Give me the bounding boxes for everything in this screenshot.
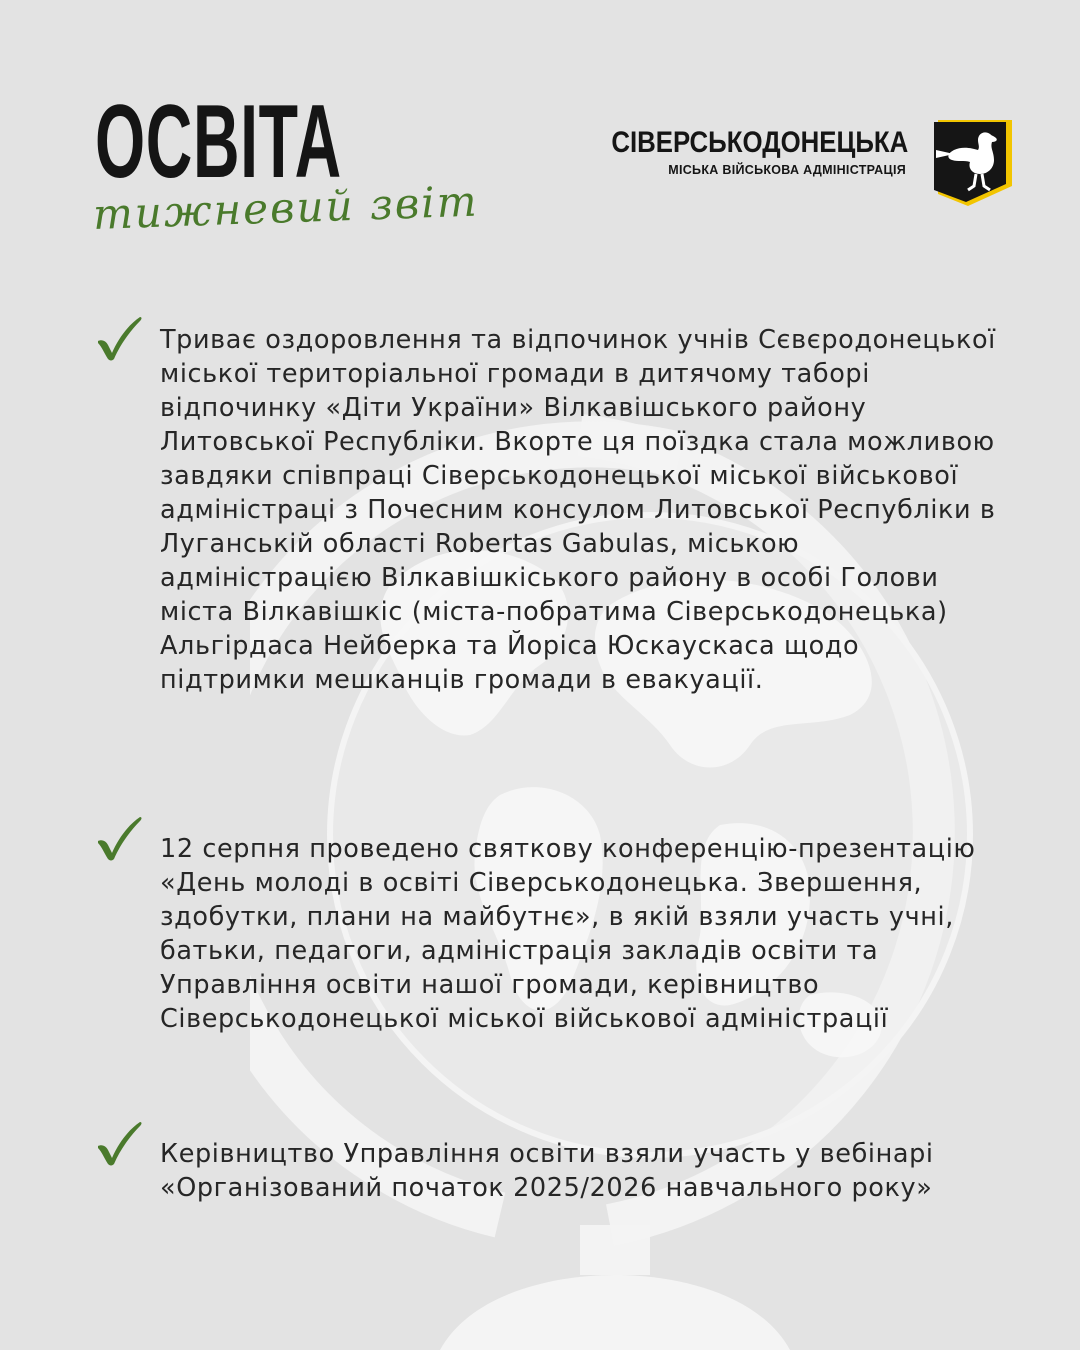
report-item-2: 12 серпня проведено святкову конференцію-презентацію «День молоді в освіті Сіверськодонецька. Звершення, здобутки, плани на майбутнє», в якій взяли участь учні, батьки, педагоги, адміністрація закладів освіти та Управління освіти нашої громади, керівництво Сіверськодонецької міської військової адміністрації (160, 834, 976, 1034)
checkmark-icon (94, 315, 144, 361)
page-subtitle: тижневий звіт (92, 176, 480, 239)
report-item-1: Триває оздоровлення та відпочинок учнів Сєвєродонецької міської територіальної громади в дитячому таборі відпочинку «Діти України» Вілкавішського району Литовської Республіки. Вкорте ця поїздка стала можливою завдяки співпраці Сіверськодонецької міської військової адміністраці з Почесним консулом Литовської Республіки в Луганській області Robertas Gabulas, міською адміністрацією Вілкавішкіського району в особі Голови міста Вілкавішкіс (міста-побратима Сіверськодонецька) Альгірдаса Нейберка та Йоріса Юскаускаса щодо підтримки мешканців громади в евакуації. (160, 325, 996, 695)
logo-subtitle: МІСЬКА ВІЙСЬКОВА АДМІНІСТРАЦІЯ (668, 163, 906, 177)
city-administration-logo (552, 118, 1012, 208)
checkmark-icon (94, 1120, 144, 1166)
page-title: ОСВІТА (95, 84, 342, 200)
report-item-3: Керівництво Управління освіти взяли участь у вебінарі «Організований початок 2025/2026 навчального року» (160, 1139, 934, 1203)
bird-shield-icon (932, 120, 1012, 206)
logo-city-name: СІВЕРСЬКОДОНЕЦЬКА (611, 126, 908, 159)
checkmark-icon (94, 815, 144, 861)
